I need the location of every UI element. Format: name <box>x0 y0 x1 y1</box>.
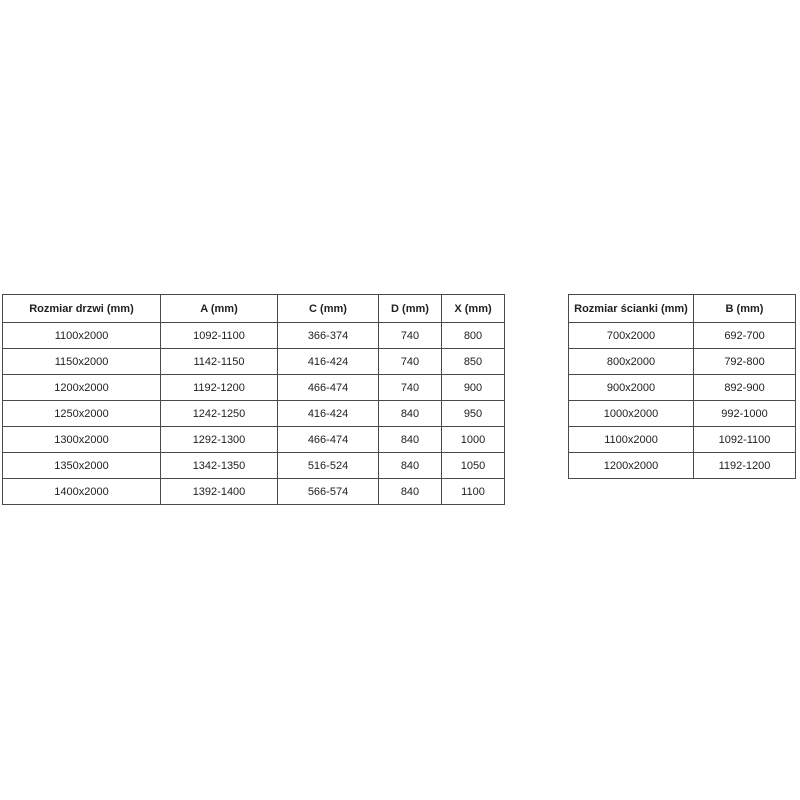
table-cell: 740 <box>379 349 442 375</box>
table-cell: 840 <box>379 479 442 505</box>
table-cell: 1142-1150 <box>161 349 278 375</box>
table-cell: 1100x2000 <box>3 323 161 349</box>
table-cell: 1092-1100 <box>694 427 796 453</box>
table-cell: 740 <box>379 375 442 401</box>
table-cell: 416-424 <box>278 401 379 427</box>
table-cell: 366-374 <box>278 323 379 349</box>
table-cell: 1100x2000 <box>569 427 694 453</box>
table-cell: 692-700 <box>694 323 796 349</box>
table-row <box>3 349 505 375</box>
table-cell: 800x2000 <box>569 349 694 375</box>
wall-size-table <box>568 294 796 479</box>
door-size-table <box>2 294 505 505</box>
table-cell: 1400x2000 <box>3 479 161 505</box>
table-cell: 1292-1300 <box>161 427 278 453</box>
table-cell: 1000 <box>442 427 505 453</box>
table-cell: 516-524 <box>278 453 379 479</box>
table-cell: 1250x2000 <box>3 401 161 427</box>
table-cell: 840 <box>379 453 442 479</box>
table-cell: 800 <box>442 323 505 349</box>
table-cell: 740 <box>379 323 442 349</box>
table-cell: 992-1000 <box>694 401 796 427</box>
table-cell: 840 <box>379 401 442 427</box>
header-cell: B (mm) <box>694 295 796 323</box>
table-cell: 1350x2000 <box>3 453 161 479</box>
table-cell: 1100 <box>442 479 505 505</box>
table-row <box>569 375 796 401</box>
table-row <box>569 453 796 479</box>
table-cell: 700x2000 <box>569 323 694 349</box>
table-cell: 1200x2000 <box>569 453 694 479</box>
table-cell: 466-474 <box>278 375 379 401</box>
table-row <box>569 323 796 349</box>
table-cell: 1000x2000 <box>569 401 694 427</box>
table-cell: 900 <box>442 375 505 401</box>
table-cell: 1092-1100 <box>161 323 278 349</box>
table-row <box>3 323 505 349</box>
table-cell: 1200x2000 <box>3 375 161 401</box>
table-row <box>3 427 505 453</box>
table-cell: 850 <box>442 349 505 375</box>
header-row <box>569 295 796 323</box>
table-cell: 892-900 <box>694 375 796 401</box>
table-cell: 1300x2000 <box>3 427 161 453</box>
header-cell: D (mm) <box>379 295 442 323</box>
header-row <box>3 295 505 323</box>
header-cell: X (mm) <box>442 295 505 323</box>
table-cell: 900x2000 <box>569 375 694 401</box>
table-row <box>569 427 796 453</box>
table-cell: 1050 <box>442 453 505 479</box>
header-cell: Rozmiar ścianki (mm) <box>569 295 694 323</box>
table-cell: 1192-1200 <box>694 453 796 479</box>
table-cell: 466-474 <box>278 427 379 453</box>
table-cell: 1392-1400 <box>161 479 278 505</box>
table-cell: 950 <box>442 401 505 427</box>
table-row <box>569 349 796 375</box>
header-cell: C (mm) <box>278 295 379 323</box>
table-row <box>3 401 505 427</box>
table-row <box>3 453 505 479</box>
table-row <box>569 401 796 427</box>
table-cell: 840 <box>379 427 442 453</box>
table-cell: 416-424 <box>278 349 379 375</box>
table-row <box>3 479 505 505</box>
table-row <box>3 375 505 401</box>
header-cell: A (mm) <box>161 295 278 323</box>
table-cell: 1150x2000 <box>3 349 161 375</box>
table-cell: 566-574 <box>278 479 379 505</box>
table-cell: 1242-1250 <box>161 401 278 427</box>
table-cell: 1342-1350 <box>161 453 278 479</box>
header-cell: Rozmiar drzwi (mm) <box>3 295 161 323</box>
table-cell: 1192-1200 <box>161 375 278 401</box>
table-cell: 792-800 <box>694 349 796 375</box>
